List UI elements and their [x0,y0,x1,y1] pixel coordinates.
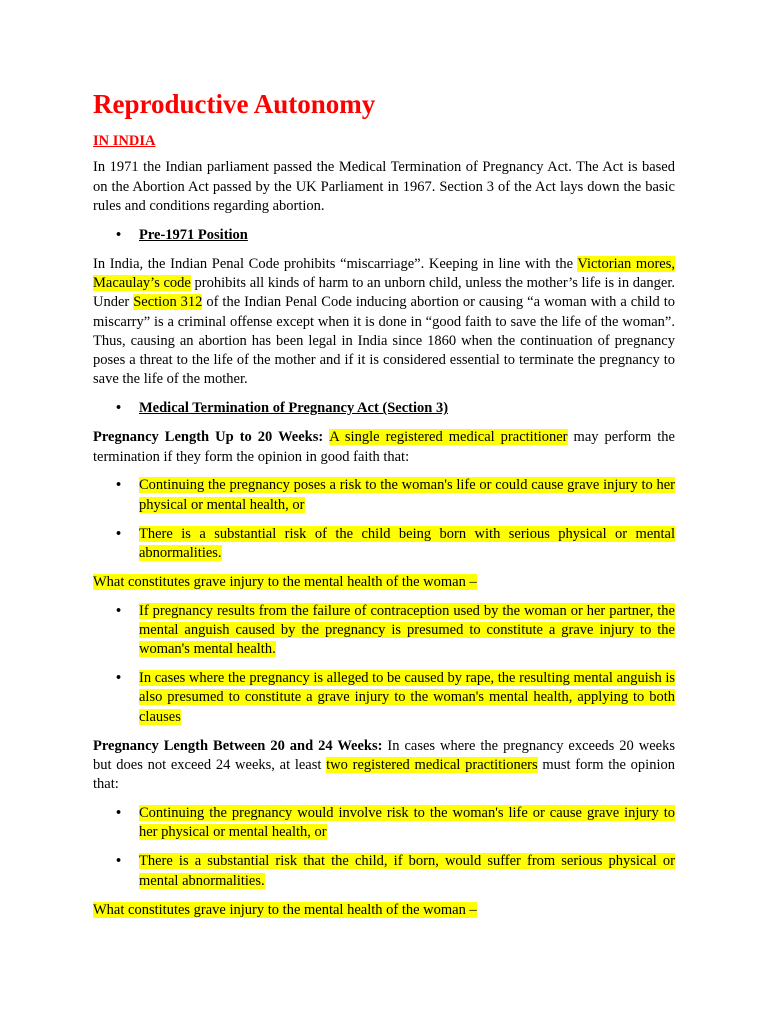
up20-colon: : [318,429,330,446]
list-item [139,525,675,564]
between20-24-highlight: two registered medical practitioners [326,756,538,773]
mtp-heading-list [93,399,675,418]
grave-injury-contraception: If pregnancy results from the failure of contraception used by the woman or her partner, the mental anguish caused by the pregnancy is presumed to constitute a grave injury to the woman's mental health. [139,602,675,658]
up20-condition-2: There is a substantial risk of the child being born with serious physical or mental abnormalities. [139,525,675,561]
between20-24-condition-2: There is a substantial risk that the child, if born, would suffer from serious physical or mental abnormalities. [139,853,675,889]
mtp-heading-item [139,399,675,418]
between20-24-grave-injury-heading-para [93,901,675,920]
pre1971-highlight-victorian: Victorian mores, Macaulay’s code [93,255,675,291]
grave-injury-rape: In cases where the pregnancy is alleged to be caused by rape, the resulting mental anguish is also presumed to constitute a grave injury to the woman's mental health, applying to both clauses [139,670,675,725]
pre1971-heading-list [93,226,675,245]
between20-24-text-2: must form the opinion that: [93,756,675,793]
between20-24-conditions-list [93,804,675,891]
list-item [139,852,675,891]
pre1971-paragraph [93,255,675,390]
pre1971-text-1: In India, the Indian Penal Code prohibits “miscarriage”. Keeping in line with the [93,255,578,272]
pre1971-highlight-section312: Section 312 [133,294,203,311]
up20-paragraph [93,428,675,467]
between20-24-label: Pregnancy Length Between 20 and 24 Weeks: [93,737,383,754]
up20-grave-injury-heading-para [93,573,675,592]
mtp-heading: Medical Termination of Pregnancy Act (Section 3) [139,400,449,417]
pre1971-heading: Pre-1971 Position [139,226,248,243]
page-title: Reproductive Autonomy [93,89,376,119]
section-subtitle: IN INDIA [93,133,156,149]
document-page [93,86,675,929]
between20-24-paragraph [93,737,675,795]
between20-24-condition-1: Continuing the pregnancy would involve risk to the woman's life or cause grave injury to her physical or mental health, or [139,805,675,841]
between20-24-grave-injury-heading: What constitutes grave injury to the mental health of the woman – [93,901,477,918]
up20-grave-injury-heading: What constitutes grave injury to the mental health of the woman – [93,573,477,590]
list-item [139,804,675,843]
up20-grave-injury-list [93,602,675,727]
list-item [139,476,675,515]
between20-24-text-1: In cases where the pregnancy exceeds 20 weeks but does not exceed 24 weeks, at least [93,737,675,773]
up20-label: Pregnancy Length Up to 20 Weeks [93,429,319,446]
list-item [139,669,675,727]
up20-condition-1: Continuing the pregnancy poses a risk to the woman's life or could cause grave injury to her physical or mental health, or [139,477,675,513]
up20-highlight: A single registered medical practitioner [329,429,568,446]
up20-conditions-list [93,476,675,563]
intro-paragraph: In 1971 the Indian parliament passed the Medical Termination of Pregnancy Act. The Act is based on the Abortion Act passed by the UK Parliament in 1967. Section 3 of the Act lays down the basic rules and conditions regarding abortion. [93,159,675,214]
pre1971-text-2: prohibits all kinds of harm to an unborn child, unless the mother’s life is in danger. Under [93,274,675,311]
pre1971-text-3: of the Indian Penal Code inducing abortion or causing “a woman with a child to miscarry” is a criminal offense except when it is done in “good faith to save the life of the woman”. Thus, causing an abortion has been legal in India since 1860 when the continuation of pregnancy poses a threat to the life of the mother and if it is considered essential to terminate the pregnancy to save the life of the mother. [93,294,675,388]
up20-rest: may perform the termination if they form the opinion in good faith that: [93,429,675,465]
pre1971-heading-item [139,226,675,245]
list-item [139,602,675,660]
